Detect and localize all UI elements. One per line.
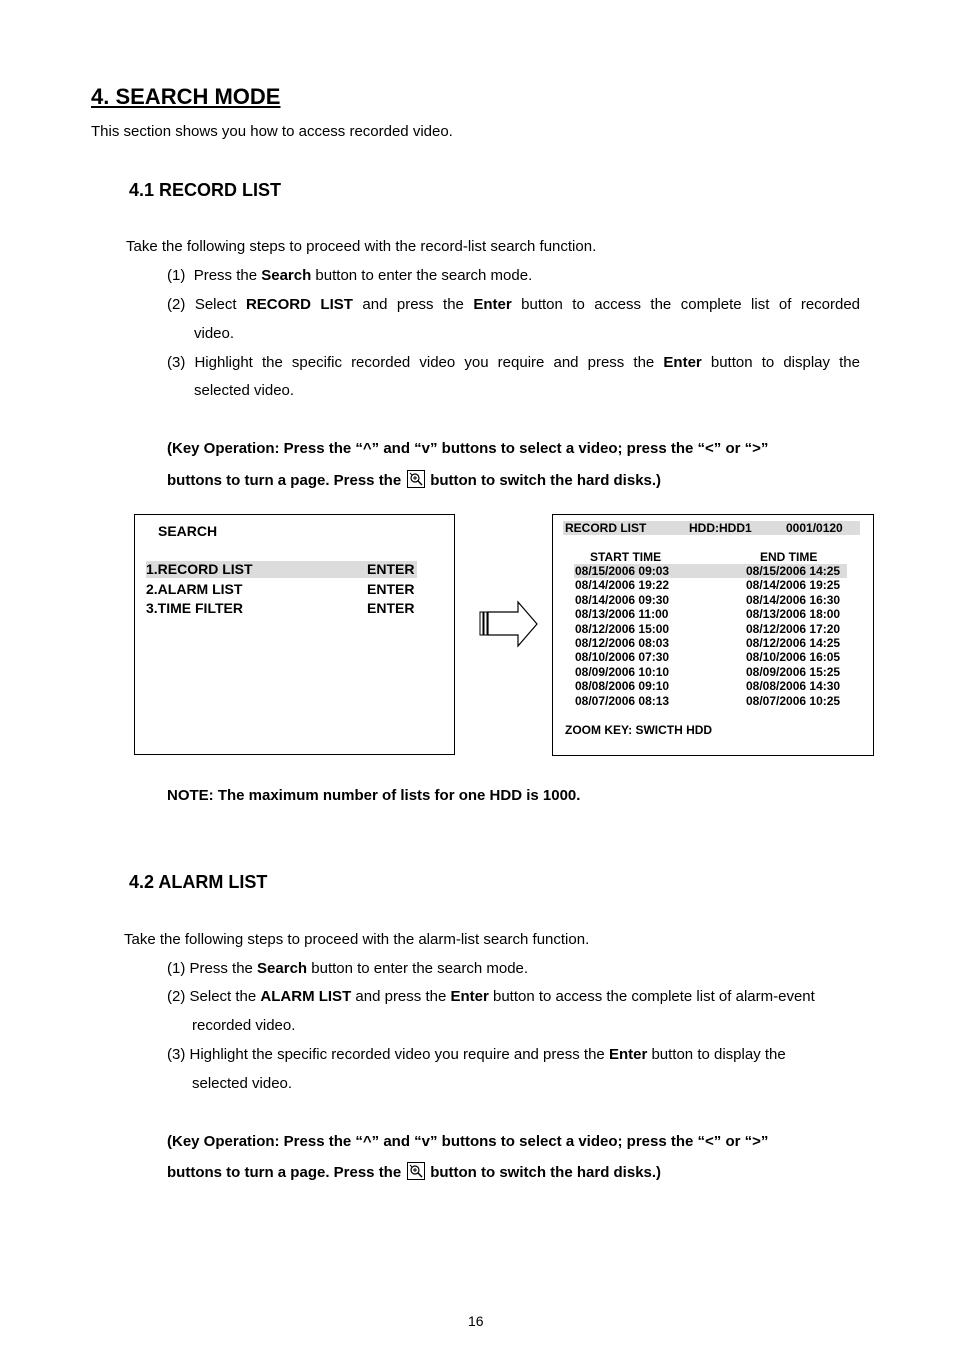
menu-item-record-list[interactable]: 1.RECORD LIST — [146, 561, 253, 577]
record-end-time: 08/08/2006 14:30 — [746, 679, 841, 694]
menu-item-time-filter-action: ENTER — [367, 600, 415, 616]
record-row[interactable] — [553, 694, 853, 708]
record-start-time: 08/14/2006 09:30 — [575, 592, 670, 607]
record-start-time: 08/09/2006 10:10 — [575, 664, 670, 679]
record-row[interactable] — [553, 607, 853, 621]
arrow-right-icon — [478, 600, 540, 648]
section2-step-3-cont: selected video. — [192, 1075, 293, 1092]
zoom-icon — [407, 1162, 425, 1180]
record-list-screen — [552, 514, 874, 756]
record-row[interactable] — [553, 622, 853, 636]
record-list-title: RECORD LIST — [565, 521, 647, 535]
page-number: 16 — [468, 1313, 484, 1329]
record-row[interactable] — [553, 578, 853, 592]
record-end-time: 08/09/2006 15:25 — [746, 664, 841, 679]
section1-step-3-cont: selected video. — [194, 382, 295, 399]
record-row[interactable] — [553, 636, 853, 650]
record-end-time: 08/12/2006 17:20 — [746, 621, 841, 636]
intro-text: This section shows you how to access recorded video. — [91, 123, 453, 140]
section1-step-1: (1) Press the Search button to enter the search mode. — [167, 267, 533, 284]
record-start-time: 08/13/2006 11:00 — [575, 607, 669, 622]
zoom-key-hint: ZOOM KEY: SWICTH HDD — [565, 723, 713, 737]
record-start-time: 08/10/2006 07:30 — [575, 650, 670, 665]
record-start-time: 08/14/2006 19:22 — [575, 578, 670, 593]
section2-key-operation-line1: (Key Operation: Press the “^” and “v” buttons to select a video; press the “<” or “>” — [167, 1133, 769, 1150]
section2-step-3: (3) Highlight the specific recorded video you require and press the Enter button to display the — [167, 1046, 786, 1063]
record-row[interactable] — [553, 650, 853, 664]
section2-step-2: (2) Select the ALARM LIST and press the Enter button to access the complete list of alarm-event — [167, 988, 815, 1005]
record-start-time: 08/12/2006 08:03 — [575, 636, 670, 650]
section1-key-operation-line1: (Key Operation: Press the “^” and “v” buttons to select a video; press the “<” or “>” — [167, 440, 769, 457]
record-row[interactable] — [553, 564, 853, 578]
record-row[interactable] — [553, 679, 853, 693]
section1-step-2: (2) Select RECORD LIST and press the Enter button to access the complete list of recorded — [167, 296, 861, 313]
record-start-time: 08/07/2006 08:13 — [575, 693, 670, 708]
record-end-time: 08/13/2006 18:00 — [746, 607, 841, 622]
section2-lead: Take the following steps to proceed with the alarm-list search function. — [124, 931, 590, 948]
page-title: 4. SEARCH MODE — [91, 84, 281, 109]
record-counter: 0001/0120 — [786, 521, 843, 535]
zoom-icon — [407, 470, 425, 488]
section2-key-operation-line2: buttons to turn a page. Press the button to switch the hard disks.) — [167, 1164, 662, 1181]
search-menu-screen — [134, 514, 455, 755]
section1-step-3: (3) Highlight the specific recorded video you require and press the Enter button to display the — [167, 354, 860, 371]
menu-item-alarm-list[interactable]: 2.ALARM LIST — [146, 581, 243, 597]
record-end-time: 08/10/2006 16:05 — [746, 650, 841, 665]
record-start-time: 08/08/2006 09:10 — [575, 679, 670, 694]
menu-item-record-list-action: ENTER — [367, 561, 415, 577]
record-end-time: 08/12/2006 14:25 — [746, 636, 841, 650]
record-end-time: 08/14/2006 19:25 — [746, 578, 841, 593]
section1-lead: Take the following steps to proceed with the record-list search function. — [126, 238, 597, 255]
record-start-time: 08/15/2006 09:03 — [575, 564, 670, 578]
menu-item-time-filter[interactable]: 3.TIME FILTER — [146, 600, 243, 616]
record-row[interactable] — [553, 665, 853, 679]
section-title-alarm-list: 4.2 ALARM LIST — [129, 872, 268, 892]
section1-step-2-cont: video. — [194, 325, 235, 342]
hdd-label: HDD:HDD1 — [689, 521, 752, 535]
max-lists-note: NOTE: The maximum number of lists for one HDD is 1000. — [167, 787, 581, 804]
record-start-time: 08/12/2006 15:00 — [575, 621, 670, 636]
section-title-record-list: 4.1 RECORD LIST — [129, 180, 282, 200]
section2-step-1: (1) Press the Search button to enter the search mode. — [167, 960, 529, 977]
section2-step-2-cont: recorded video. — [192, 1017, 296, 1034]
column-start-time: START TIME — [590, 550, 662, 564]
record-end-time: 08/15/2006 14:25 — [746, 564, 841, 578]
record-row[interactable] — [553, 593, 853, 607]
search-menu-title: SEARCH — [158, 523, 218, 539]
column-end-time: END TIME — [760, 550, 818, 564]
record-end-time: 08/07/2006 10:25 — [746, 693, 841, 708]
menu-item-alarm-list-action: ENTER — [367, 581, 415, 597]
record-end-time: 08/14/2006 16:30 — [746, 592, 841, 607]
section1-key-operation-line2: buttons to turn a page. Press the button to switch the hard disks.) — [167, 472, 662, 489]
